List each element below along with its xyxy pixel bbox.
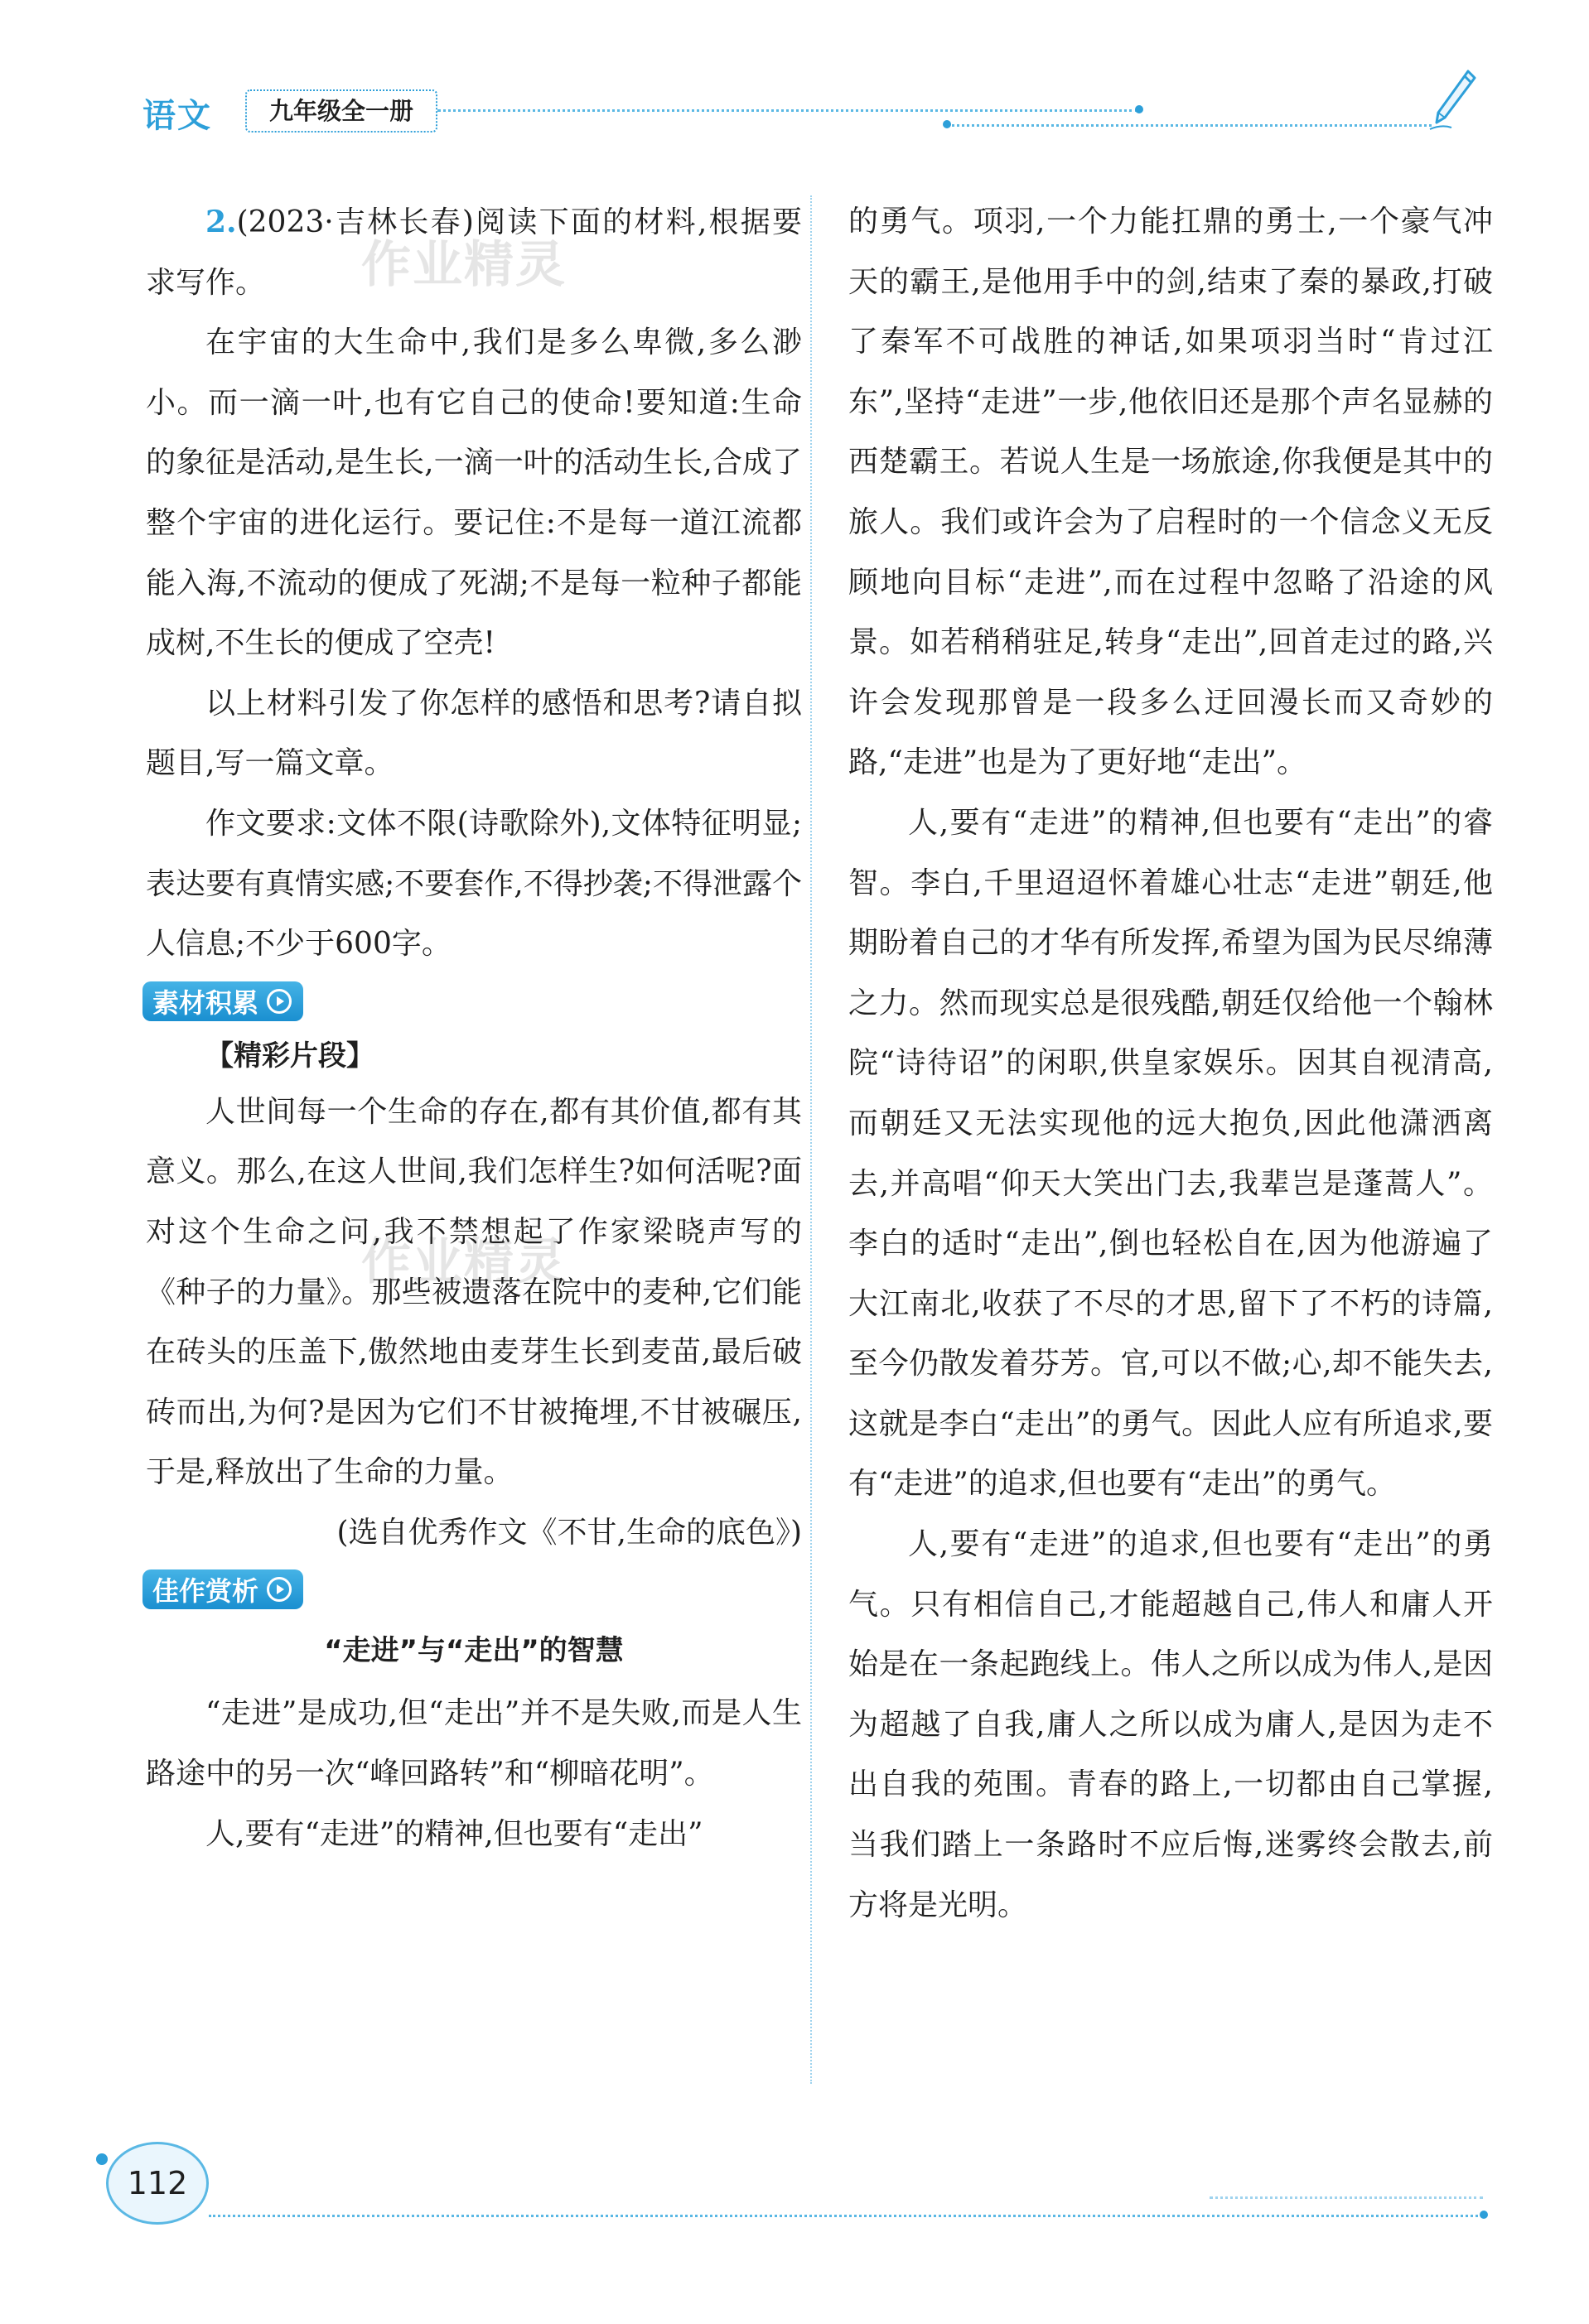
section-tag-label: 佳作赏析 xyxy=(152,1575,259,1608)
section-tag-appreciation xyxy=(142,1569,303,1609)
header-divider xyxy=(437,109,1138,112)
header-dot xyxy=(1135,105,1143,113)
section-tag-label: 素材积累 xyxy=(152,986,259,1019)
watermark: 作业精灵 xyxy=(361,1233,567,1291)
grade-label: 九年级全一册 xyxy=(245,89,437,133)
essay-paragraph: 人,要有“走进”的精神,但也要有“走出” xyxy=(205,1816,703,1851)
pen-icon xyxy=(1427,66,1480,133)
watermark: 作业精灵 xyxy=(361,236,567,294)
excerpt-source: (选自优秀作文《不甘,生命的底色》) xyxy=(336,1515,802,1550)
excerpt-heading: 【精彩片段】 xyxy=(205,1039,374,1073)
footer-dot xyxy=(96,2153,108,2165)
essay-paragraph-continued: 的勇气。项羽,一个力能扛鼎的勇士,一个豪气冲天的霸王,是他用手中的剑,结束了秦的暴政,打破了秦军不可战胜的神话,如果项羽当时“肯过江东”,坚持“走进”一步,他依旧还是那个声名显赫的西楚霸王。若说人生是一场旅途,你我便是其中的旅人。我们或许会为了启程时的一个信念义无反顾地向目标“走进”,而在过程中忽略了沿途的风景。如若稍稍驻足,转身“走出”,回首走过的路,兴许会发现那曾是一段多么迂回漫长而又奇妙的路,“走进”也是为了更好地“走出”。 xyxy=(848,205,1493,780)
essay-title: “走进”与“走出”的智慧 xyxy=(324,1634,624,1668)
essay-paragraph: 人,要有“走进”的追求,但也要有“走出”的勇气。只有相信自己,才能超越自己,伟人和庸人开始是在一条起跑线上。伟人之所以成为伟人,是因为超越了自我,庸人之所以成为庸人,是因为走不出自我的苑围。青春的路上,一切都由自己掌握,当我们踏上一条路时不应后悔,迷雾终会散去,前方将是光明。 xyxy=(848,1527,1493,1922)
question-number: 2. xyxy=(205,205,237,239)
footer-dot xyxy=(1480,2211,1488,2219)
footer-divider xyxy=(209,2215,1483,2217)
essay-paragraph: 人,要有“走进”的精神,但也要有“走出”的睿智。李白,千里迢迢怀着雄心壮志“走进”朝廷,他期盼着自己的才华有所发挥,希望为国为民尽绵薄之力。然而现实总是很残酷,朝廷仅给他一个翰林院“诗待诏”的闲职,供皇家娱乐。因其自视清高,而朝廷又无法实现他的远大抱负,因此他潇洒离去,并高唱“仰天大笑出门去,我辈岂是蓬蒿人”。李白的适时“走出”,倒也轻松自在,因为他游遍了大江南北,收获了不尽的才思,留下了不朽的诗篇,至今仍散发着芬芳。官,可以不做;心,却不能失去,这就是李白“走出”的勇气。因此人应有所追求,要有“走进”的追求,但也要有“走出”的勇气。 xyxy=(848,805,1493,1502)
section-tag-material xyxy=(142,981,303,1021)
instruction-paragraph: 以上材料引发了你怎样的感悟和思考?请自拟题目,写一篇文章。 xyxy=(146,686,802,781)
play-icon xyxy=(267,1577,292,1602)
header-dot xyxy=(943,120,951,128)
right-column xyxy=(848,192,1493,1936)
material-paragraph: 在宇宙的大生命中,我们是多么卑微,多么渺小。而一滴一叶,也有它自己的使命!要知道:生命的象征是活动,是生长,一滴一叶的活动生长,合成了整个宇宙的进化运行。要记住:不是每一道江流都能入海,不流动的便成了死湖;不是每一粒种子都能成树,不生长的便成了空壳! xyxy=(146,325,802,661)
subject-title: 语文 xyxy=(142,97,212,135)
question-prompt xyxy=(146,192,802,313)
question-source: (2023·吉林长春) xyxy=(236,205,474,239)
column-divider xyxy=(810,195,812,2084)
play-icon xyxy=(267,989,292,1014)
question-text: 阅读下面的材料,根据要求写作。 xyxy=(146,205,802,300)
requirements-paragraph: 作文要求:文体不限(诗歌除外),文体特征明显;表达要有真情实感;不要套作,不得抄袭;不得泄露个人信息;不少于600字。 xyxy=(146,806,802,962)
essay-paragraph: “走进”是成功,但“走出”并不是失败,而是人生路途中的另一次“峰回路转”和“柳暗花明”。 xyxy=(146,1696,802,1791)
header-divider-2 xyxy=(946,124,1432,127)
page-number: 112 xyxy=(106,2142,209,2225)
excerpt-paragraph: 人世间每一个生命的存在,都有其价值,都有其意义。那么,在这人世间,我们怎样生?如何活呢?面对这个生命之问,我不禁想起了作家梁晓声写的《种子的力量》。那些被遗落在院中的麦种,它们能在砖头的压盖下,傲然地由麦芽生长到麦苗,最后破砖而出,为何?是因为它们不甘被掩埋,不甘被碾压,于是,释放出了生命的力量。 xyxy=(146,1094,802,1490)
footer-divider-2 xyxy=(1210,2196,1483,2199)
page-header xyxy=(0,0,1589,166)
left-column xyxy=(146,192,802,1864)
